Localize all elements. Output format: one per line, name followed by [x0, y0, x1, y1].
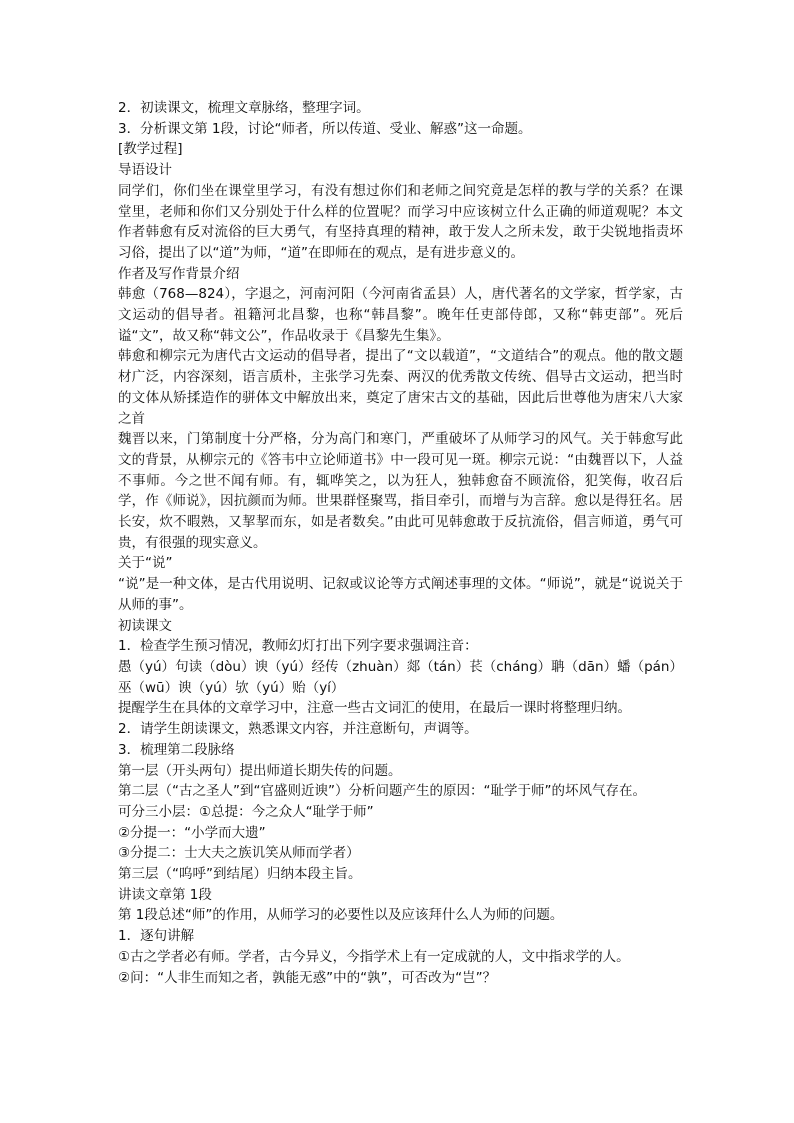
- sub-point-2: ③分提二：士大夫之族讥笑从师而学者）: [118, 845, 360, 862]
- section-teaching-process: [教学过程]: [118, 141, 183, 158]
- objective-3: 3．分析课文第 1段，讨论“师者，所以传道、受业、解惑”这一命题。: [118, 120, 532, 137]
- step-sentence-explanation: 1．逐句讲解: [118, 928, 195, 945]
- layer-3: 第三层（“呜呼”到结尾）归纳本段主旨。: [118, 866, 362, 883]
- background-paragraph: 魏晋以来，门第制度十分严格，分为高门和寒门，严重破坏了从师学习的风气。关于韩愈写此文的背景，从柳宗元的《答韦中立论师道书》中一段可见一斑。柳宗元说：“由魏晋以下，人益不事师。今之世不闻有师。有，辄哗笑之，以为狂人，独韩愈奋不顾流俗，犯笑侮，收召后学，作《师说》，因抗颜而为师。世果群怪聚骂，指目牵引，而增与为言辞。愈以是得狂名。居长安，炊不暇熟，又挈挈而东，如是者数矣。”由此可见韩愈敢于反抗流俗，倡言师道，勇气可贵，有很强的现实意义。: [118, 431, 683, 551]
- document-page: [118, 98, 683, 988]
- heading-intro-design: 导语设计: [118, 162, 172, 179]
- reminder-line: 提醒学生在具体的文章学习中，注意一些古文词汇的使用，在最后一课时将整理归纳。: [118, 700, 631, 717]
- heading-author-background: 作者及写作背景介绍: [118, 265, 240, 282]
- heading-about-shuo: 关于“说”: [118, 555, 173, 572]
- pronunciation-list: 愚（yú）句读（dòu）谀（yú）经传（zhuàn）郯（tán）苌（cháng）聃（dān）蟠（pán） 巫（wū）谀（yú）欤（yú）贻（yí）: [118, 658, 683, 696]
- sub-layers: 可分三小层：①总提：今之众人“耻学于师”: [118, 803, 374, 820]
- heading-first-reading: 初读课文: [118, 617, 172, 634]
- paragraph-1-summary: 第 1段总述“师”的作用，从师学习的必要性以及应该拜什么人为师的问题。: [118, 907, 564, 924]
- explanation-1: ①古之学者必有师。学者，古今异义，今指学术上有一定成就的人，文中指求学的人。: [118, 948, 630, 965]
- sub-point-1: ②分提一：“小学而大遗”: [118, 824, 266, 841]
- shuo-paragraph: “说”是一种文体，是古代用说明、记叙或议论等方式阐述事理的文体。“师说”，就是“说说关于从师的事”。: [118, 576, 683, 613]
- explanation-2: ②问：“人非生而知之者，孰能无惑”中的“孰”，可否改为“岂”？: [118, 969, 497, 986]
- objective-2: 2．初读课文，梳理文章脉络，整理字词。: [118, 100, 370, 116]
- step-2-reading-aloud: 2．请学生朗读课文，熟悉课文内容，并注意断句，声调等。: [118, 721, 478, 738]
- step-1-preview-check: 1．检查学生预习情况，教师幻灯打出下列字要求强调注音：: [118, 638, 478, 655]
- layer-2: 第二层（“古之圣人”到“官盛则近谀”）分析问题产生的原因：“耻学于师”的坏风气存在。: [118, 783, 646, 800]
- intro-paragraph: 同学们，你们坐在课堂里学习，有没有想过你们和老师之间究竟是怎样的教与学的关系？在课堂里，老师和你们又分别处于什么样的位置呢？而学习中应该树立什么正确的师道观呢？本文作者韩愈有反对流俗的巨大勇气，有坚持真理的精神，敢于发人之所未发，敢于尖锐地指责坏习俗，提出了以“道”为师，“道”在即师在的观点，是有进步意义的。: [118, 182, 683, 261]
- movement-paragraph: 韩愈和柳宗元为唐代古文运动的倡导者，提出了“文以载道”，“文道结合”的观点。他的散文题材广泛，内容深刻，语言质朴，主张学习先秦、两汉的优秀散文传统、倡导古文运动，把当时的文体从矫揉造作的骈体文中解放出来，奠定了唐宋古文的基础，因此后世尊他为唐宋八大家之首: [118, 348, 683, 427]
- heading-paragraph-1: 讲读文章第 1段: [118, 886, 212, 903]
- author-paragraph: 韩愈（768—824），字退之，河南河阳（今河南省孟县）人，唐代著名的文学家，哲学家，古文运动的倡导者。祖籍河北昌黎，也称“韩昌黎”。晚年任吏部侍郎，又称“韩吏部”。死后谥“文”，故又称“韩文公”，作品收录于《昌黎先生集》。: [118, 286, 683, 344]
- step-3-outline: 3．梳理第二段脉络: [118, 741, 235, 758]
- layer-1: 第一层（开头两句）提出师道长期失传的问题。: [118, 762, 402, 779]
